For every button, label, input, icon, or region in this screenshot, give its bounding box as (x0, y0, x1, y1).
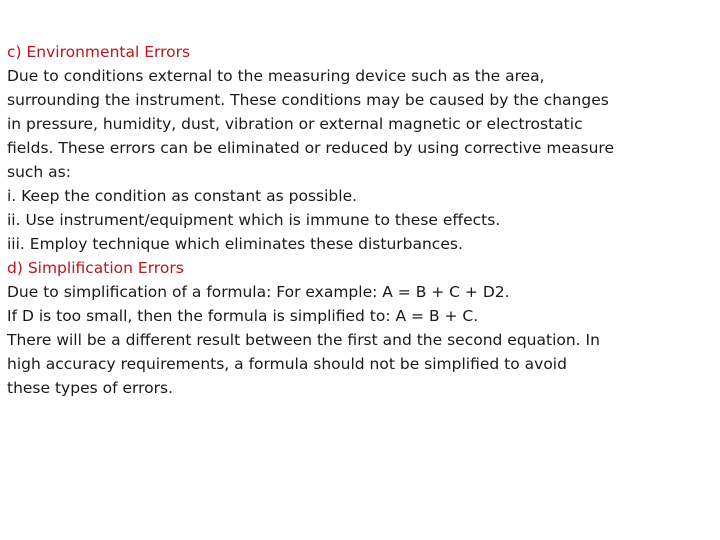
paragraph-line: in pressure, humidity, dust, vibration or external magnetic or electrostatic (7, 115, 583, 133)
paragraph-line: There will be a different result between the first and the second equation. In (7, 331, 600, 349)
list-item: i. Keep the condition as constant as possible. (7, 187, 358, 205)
section-heading-simplification-errors: d) Simplification Errors (7, 259, 184, 277)
paragraph-line: fields. These errors can be eliminated or reduced by using corrective measure (7, 139, 614, 157)
paragraph-line: Due to conditions external to the measuring device such as the area, (7, 67, 545, 85)
paragraph-line: these types of errors. (7, 379, 173, 397)
paragraph-line: surrounding the instrument. These conditions may be caused by the changes (7, 91, 609, 109)
list-item: iii. Employ technique which eliminates these disturbances. (7, 235, 463, 253)
paragraph-line: Due to simplification of a formula: For example: A = B + C + D2. (7, 283, 510, 301)
section-heading-environmental-errors: c) Environmental Errors (7, 43, 191, 61)
slide-content (7, 40, 707, 400)
paragraph-line: high accuracy requirements, a formula should not be simplified to avoid (7, 355, 567, 373)
paragraph-line: If D is too small, then the formula is simplified to: A = B + C. (7, 307, 479, 325)
list-item: ii. Use instrument/equipment which is immune to these effects. (7, 211, 501, 229)
paragraph-line: such as: (7, 163, 71, 181)
